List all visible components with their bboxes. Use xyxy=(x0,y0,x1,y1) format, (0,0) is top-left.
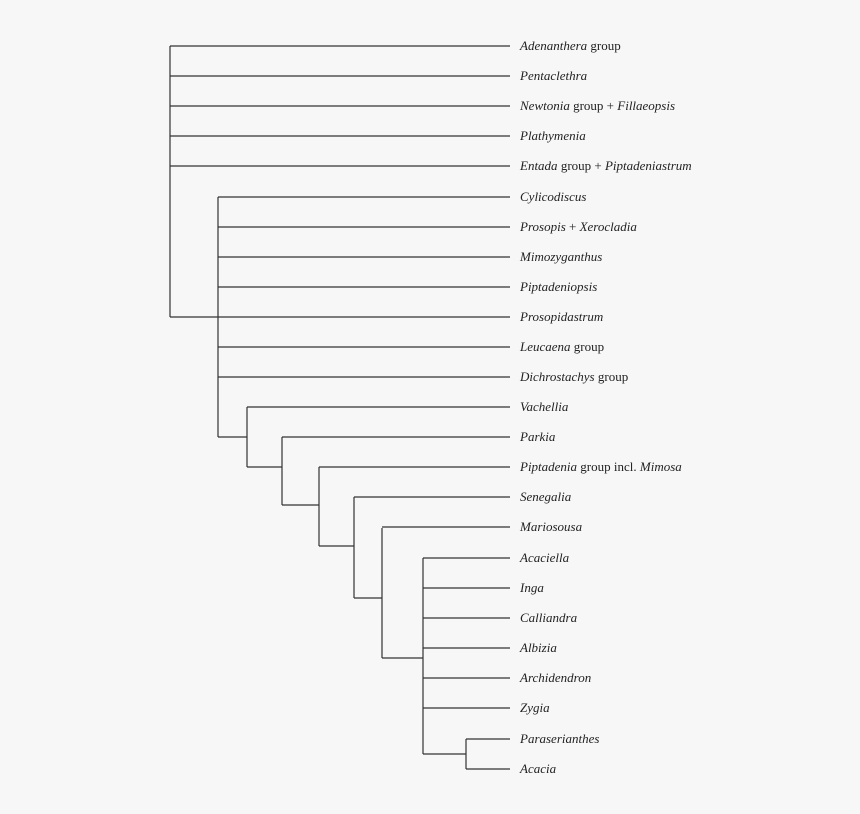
taxon-label-part: group xyxy=(570,339,605,354)
taxon-label-part: Pentaclethra xyxy=(520,68,588,83)
taxon-label-part: group xyxy=(594,369,629,384)
taxon-label-part: Albizia xyxy=(520,640,557,655)
taxon-label xyxy=(520,731,599,747)
taxon-label-part: Senegalia xyxy=(520,489,572,504)
taxon-label-part: group incl. xyxy=(577,459,640,474)
taxon-label-part: Piptadeniopsis xyxy=(520,279,598,294)
taxon-label-part: Adenanthera xyxy=(520,38,588,53)
taxon-label xyxy=(520,489,571,505)
taxon-label-part: Inga xyxy=(520,580,544,595)
taxon-label xyxy=(520,640,557,656)
taxon-label xyxy=(520,279,597,295)
taxon-label-part: Fillaeopsis xyxy=(617,98,676,113)
taxon-label-part: Calliandra xyxy=(520,610,578,625)
taxon-label-part: Piptadeniastrum xyxy=(604,158,692,173)
taxon-label-part: Archidendron xyxy=(520,670,592,685)
taxon-label-part: Mariosousa xyxy=(520,519,583,534)
taxon-label-part: Parkia xyxy=(520,429,556,444)
taxon-label-part: Leucaena xyxy=(520,339,571,354)
taxon-label xyxy=(520,369,628,385)
taxon-label-part: Entada xyxy=(520,158,558,173)
taxon-label xyxy=(520,128,586,144)
taxon-label-part: Prosopidastrum xyxy=(520,309,604,324)
taxon-label xyxy=(520,459,682,475)
taxon-label-part: Cylicodiscus xyxy=(520,189,587,204)
taxon-label-part: group + xyxy=(557,158,605,173)
taxon-label-part: Paraserianthes xyxy=(520,731,600,746)
taxon-label-part: Acaciella xyxy=(520,550,570,565)
taxon-label xyxy=(520,670,591,686)
taxon-label-part: Mimosa xyxy=(639,459,682,474)
taxon-label-part: Dichrostachys xyxy=(520,369,595,384)
taxon-label-part: Xerocladia xyxy=(579,219,637,234)
taxon-label xyxy=(520,68,587,84)
taxon-label xyxy=(520,309,603,325)
taxon-label-part: Acacia xyxy=(520,761,557,776)
taxon-label xyxy=(520,219,637,235)
taxon-label xyxy=(520,38,621,54)
taxon-label-part: Newtonia xyxy=(520,98,570,113)
taxon-label-part: group xyxy=(587,38,621,53)
taxon-label-part: Plathymenia xyxy=(520,128,586,143)
taxon-label xyxy=(520,189,586,205)
taxon-label-part: Prosopis xyxy=(520,219,566,234)
taxon-label-part: + xyxy=(565,219,580,234)
taxon-label xyxy=(520,98,675,114)
taxon-label xyxy=(520,429,555,445)
taxon-label xyxy=(520,339,604,355)
taxon-label xyxy=(520,610,577,626)
taxon-label-part: Vachellia xyxy=(520,399,569,414)
taxon-label xyxy=(520,761,556,777)
taxon-label xyxy=(520,550,569,566)
taxon-label-part: Piptadenia xyxy=(520,459,578,474)
taxon-label xyxy=(520,399,568,415)
taxon-label xyxy=(520,158,692,174)
taxon-label xyxy=(520,249,602,265)
taxon-label xyxy=(520,519,582,535)
taxon-label xyxy=(520,700,550,716)
taxon-label xyxy=(520,580,544,596)
taxon-label-part: Mimozyganthus xyxy=(520,249,603,264)
taxon-label-part: group + xyxy=(569,98,618,113)
taxon-label-part: Zygia xyxy=(520,700,550,715)
